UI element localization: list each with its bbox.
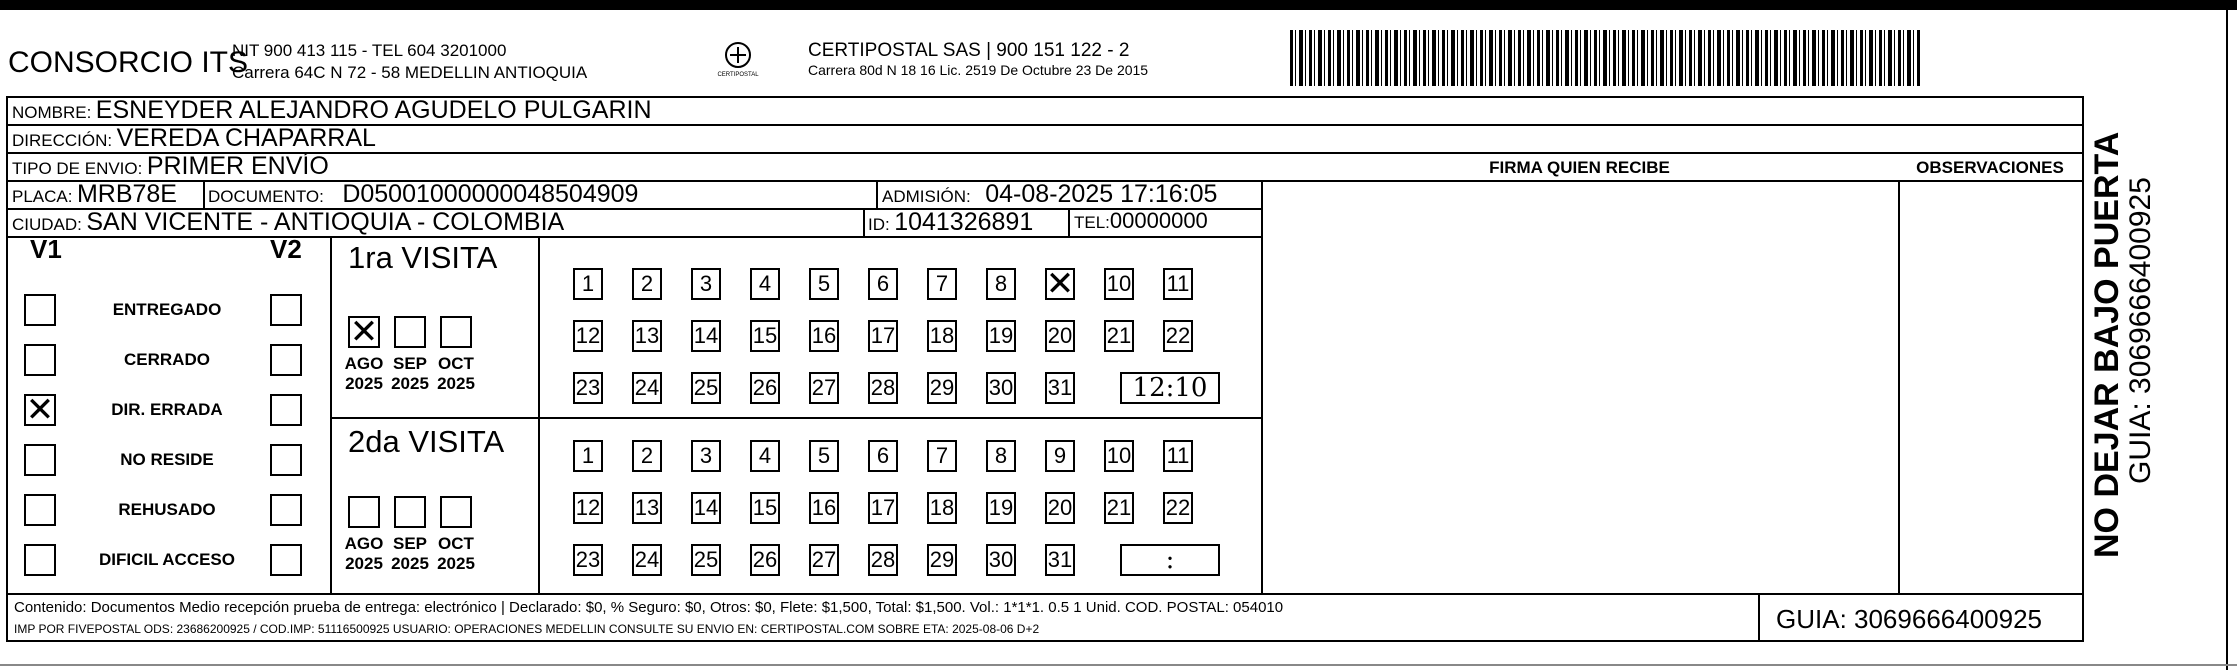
bottom-edge bbox=[0, 664, 2237, 666]
side-guia: GUIA: 3069666400925 bbox=[2124, 177, 2157, 484]
month-label: AGO 2025 bbox=[344, 534, 384, 573]
logo-text: CERTIPOSTAL bbox=[717, 72, 759, 78]
day-box[interactable]: 6 bbox=[868, 268, 898, 300]
time-box[interactable]: : bbox=[1120, 544, 1220, 576]
day-box[interactable]: 8 bbox=[986, 440, 1016, 472]
visit2-title: 2da VISITA bbox=[348, 424, 505, 459]
day-box[interactable]: 31 bbox=[1045, 544, 1075, 576]
month-checkbox[interactable] bbox=[440, 496, 472, 528]
state-label: ENTREGADO bbox=[112, 300, 222, 319]
day-box[interactable]: 4 bbox=[750, 268, 780, 300]
right-edge bbox=[2226, 0, 2228, 670]
day-box[interactable]: 14 bbox=[691, 320, 721, 352]
state-label: DIFICIL ACCESO bbox=[98, 550, 235, 569]
month-label: OCT 2025 bbox=[437, 534, 475, 573]
nombre-row bbox=[12, 96, 652, 125]
day-box[interactable]: 20 bbox=[1045, 492, 1075, 524]
day-box[interactable]: 17 bbox=[868, 492, 898, 524]
month-label: SEP 2025 bbox=[391, 354, 429, 393]
company-info bbox=[232, 40, 587, 84]
day-box[interactable]: 21 bbox=[1104, 320, 1134, 352]
day-box[interactable]: 23 bbox=[573, 372, 603, 404]
no-dejar-text: NO DEJAR BAJO PUERTA bbox=[2088, 131, 2126, 558]
v2-checkbox[interactable] bbox=[270, 344, 302, 376]
footer-guia: GUIA: 3069666400925 bbox=[1776, 604, 2042, 634]
month-label: AGO 2025 bbox=[344, 354, 384, 393]
day-box[interactable]: 19 bbox=[986, 492, 1016, 524]
footer-line1: Contenido: Documentos Medio recepción prueba de entrega: electrónico | Declarado: $0, % Seguro: $0, Otros: $0, Flete: $1,500, Total: $1,500. Vol.: 1*1*1. 0.5 1 Unid. COD. POSTAL: 054010 bbox=[14, 599, 1284, 616]
day-box[interactable]: 18 bbox=[927, 320, 957, 352]
direccion-label: DIRECCIÓN: bbox=[12, 131, 113, 150]
certipostal-logo bbox=[708, 40, 768, 86]
address-line: Carrera 64C N 72 - 58 MEDELLIN ANTIOQUIA bbox=[232, 63, 588, 82]
check-x-icon: ✕ bbox=[25, 390, 55, 430]
tipo-row bbox=[12, 152, 329, 181]
v1-checkbox[interactable] bbox=[24, 390, 56, 430]
day-box[interactable]: 15 bbox=[750, 492, 780, 524]
check-x-icon: ✕ bbox=[1045, 264, 1075, 304]
admision-label: ADMISIÓN: bbox=[882, 187, 971, 206]
day-box[interactable] bbox=[1045, 264, 1075, 304]
v1-header: V1 bbox=[30, 234, 62, 264]
day-box[interactable]: 10 bbox=[1104, 440, 1134, 472]
day-box[interactable]: 16 bbox=[809, 320, 839, 352]
id-value: 1041326891 bbox=[894, 208, 1034, 236]
placa-label: PLACA: bbox=[12, 187, 73, 206]
v2-checkbox[interactable] bbox=[270, 394, 302, 426]
admision-value: 04-08-2025 17:16:05 bbox=[985, 180, 1218, 208]
v2-checkbox[interactable] bbox=[270, 444, 302, 476]
day-box[interactable]: 30 bbox=[986, 544, 1016, 576]
day-box[interactable]: 8 bbox=[986, 268, 1016, 300]
tipo-label: TIPO DE ENVIO: bbox=[12, 159, 143, 178]
day-box[interactable]: 22 bbox=[1163, 320, 1193, 352]
nit-line: NIT 900 413 115 - TEL 604 3201000 bbox=[232, 41, 507, 60]
check-x-icon: ✕ bbox=[349, 312, 379, 352]
certipostal-info bbox=[808, 40, 1148, 78]
day-box[interactable]: 5 bbox=[809, 268, 839, 300]
day-box[interactable]: 27 bbox=[809, 544, 839, 576]
month-label: OCT 2025 bbox=[437, 354, 475, 393]
day-box[interactable]: 27 bbox=[809, 372, 839, 404]
day-box[interactable]: 28 bbox=[868, 372, 898, 404]
direccion-value: VEREDA CHAPARRAL bbox=[116, 124, 376, 152]
tel-label: TEL: bbox=[1074, 213, 1110, 232]
day-box[interactable]: 21 bbox=[1104, 492, 1134, 524]
day-box[interactable]: 15 bbox=[750, 320, 780, 352]
day-box[interactable]: 1 bbox=[573, 440, 603, 472]
firma-header: FIRMA QUIEN RECIBE bbox=[1489, 158, 1670, 177]
visit1-title: 1ra VISITA bbox=[348, 240, 498, 275]
day-box[interactable]: 11 bbox=[1163, 268, 1193, 300]
day-box[interactable]: 22 bbox=[1163, 492, 1193, 524]
ciudad-row bbox=[12, 208, 564, 237]
ciudad-label: CIUDAD: bbox=[12, 215, 82, 234]
v2-checkbox[interactable] bbox=[270, 294, 302, 326]
logo-icon bbox=[708, 40, 768, 86]
day-box[interactable]: 17 bbox=[868, 320, 898, 352]
month-checkbox[interactable] bbox=[394, 316, 426, 348]
day-box[interactable]: 26 bbox=[750, 544, 780, 576]
id-row bbox=[868, 208, 1033, 237]
placa-row bbox=[12, 180, 177, 209]
state-label: CERRADO bbox=[124, 350, 210, 369]
v2-checkbox[interactable] bbox=[270, 494, 302, 526]
documento-label: DOCUMENTO: bbox=[208, 187, 324, 206]
day-box[interactable]: 7 bbox=[927, 440, 957, 472]
month-label: SEP 2025 bbox=[391, 534, 429, 573]
day-box[interactable]: 9 bbox=[1045, 440, 1075, 472]
day-box[interactable]: 3 bbox=[691, 268, 721, 300]
day-box[interactable]: 25 bbox=[691, 544, 721, 576]
v1-checkbox[interactable] bbox=[24, 544, 56, 576]
day-box[interactable]: 23 bbox=[573, 544, 603, 576]
day-box[interactable]: 11 bbox=[1163, 440, 1193, 472]
day-box[interactable]: 7 bbox=[927, 268, 957, 300]
day-box[interactable]: 29 bbox=[927, 372, 957, 404]
admision-row bbox=[882, 180, 1217, 209]
day-box[interactable]: 20 bbox=[1045, 320, 1075, 352]
nombre-label: NOMBRE: bbox=[12, 103, 92, 122]
state-label: DIR. ERRADA bbox=[111, 400, 223, 419]
day-box[interactable]: 2 bbox=[632, 440, 662, 472]
day-box[interactable]: 24 bbox=[632, 372, 662, 404]
tipo-value: PRIMER ENVÍO bbox=[146, 152, 329, 180]
v1-checkbox[interactable] bbox=[24, 494, 56, 526]
day-box[interactable]: 12 bbox=[573, 320, 603, 352]
placa-value: MRB78E bbox=[76, 180, 177, 208]
day-box[interactable]: 13 bbox=[632, 492, 662, 524]
month-checkbox[interactable] bbox=[348, 312, 380, 352]
form-box bbox=[6, 96, 2084, 642]
nombre-value: ESNEYDER ALEJANDRO AGUDELO PULGARIN bbox=[95, 96, 652, 124]
state-label: REHUSADO bbox=[118, 500, 216, 519]
v2-checkbox[interactable] bbox=[270, 544, 302, 576]
day-box[interactable]: 16 bbox=[809, 492, 839, 524]
day-box[interactable]: 24 bbox=[632, 544, 662, 576]
documento-value: D05001000000048504909 bbox=[342, 180, 639, 208]
day-box[interactable]: 10 bbox=[1104, 268, 1134, 300]
day-box[interactable]: 5 bbox=[809, 440, 839, 472]
day-box[interactable]: 12 bbox=[573, 492, 603, 524]
day-box[interactable]: 29 bbox=[927, 544, 957, 576]
ciudad-value: SAN VICENTE - ANTIOQUIA - COLOMBIA bbox=[86, 208, 565, 236]
v1-checkbox[interactable] bbox=[24, 444, 56, 476]
day-box[interactable]: 3 bbox=[691, 440, 721, 472]
day-box[interactable]: 1 bbox=[573, 268, 603, 300]
day-box[interactable]: 31 bbox=[1045, 372, 1075, 404]
day-box[interactable]: 25 bbox=[691, 372, 721, 404]
observaciones-header: OBSERVACIONES bbox=[1916, 158, 2064, 177]
certipostal-line: CERTIPOSTAL SAS | 900 151 122 - 2 bbox=[808, 40, 1130, 61]
v2-header: V2 bbox=[270, 234, 302, 264]
certipostal-sub: Carrera 80d N 18 16 Lic. 2519 De Octubre 23 De 2015 bbox=[808, 62, 1149, 78]
day-box[interactable]: 2 bbox=[632, 268, 662, 300]
day-box[interactable]: 6 bbox=[868, 440, 898, 472]
footer-line2: IMP POR FIVEPOSTAL ODS: 23686200925 / COD.IMP: 51116500925 USUARIO: OPERACIONES MEDELLIN CONSULTE SU ENVIO EN: CERTIPOSTAL.COM SOBRE ETA: 2025-08-06 D+2 bbox=[14, 622, 1040, 636]
day-box[interactable]: 13 bbox=[632, 320, 662, 352]
day-box[interactable]: 18 bbox=[927, 492, 957, 524]
top-border bbox=[0, 0, 2237, 10]
month-checkbox[interactable] bbox=[440, 316, 472, 348]
direccion-row bbox=[12, 124, 376, 153]
barcode bbox=[1290, 30, 1920, 86]
v1-checkbox[interactable] bbox=[24, 344, 56, 376]
tel-value: 00000000 bbox=[1109, 208, 1208, 233]
day-box[interactable]: 14 bbox=[691, 492, 721, 524]
state-label: NO RESIDE bbox=[120, 450, 214, 469]
id-label: ID: bbox=[868, 215, 890, 234]
time-box[interactable]: 12:10 bbox=[1120, 372, 1220, 404]
v1-checkbox[interactable] bbox=[24, 294, 56, 326]
month-checkbox[interactable] bbox=[348, 496, 380, 528]
company-name: CONSORCIO ITS bbox=[8, 46, 249, 79]
day-box[interactable]: 4 bbox=[750, 440, 780, 472]
documento-row bbox=[208, 180, 638, 209]
day-box[interactable]: 30 bbox=[986, 372, 1016, 404]
month-checkbox[interactable] bbox=[394, 496, 426, 528]
day-box[interactable]: 28 bbox=[868, 544, 898, 576]
tel-row bbox=[1074, 208, 1208, 234]
day-box[interactable]: 19 bbox=[986, 320, 1016, 352]
day-box[interactable]: 26 bbox=[750, 372, 780, 404]
